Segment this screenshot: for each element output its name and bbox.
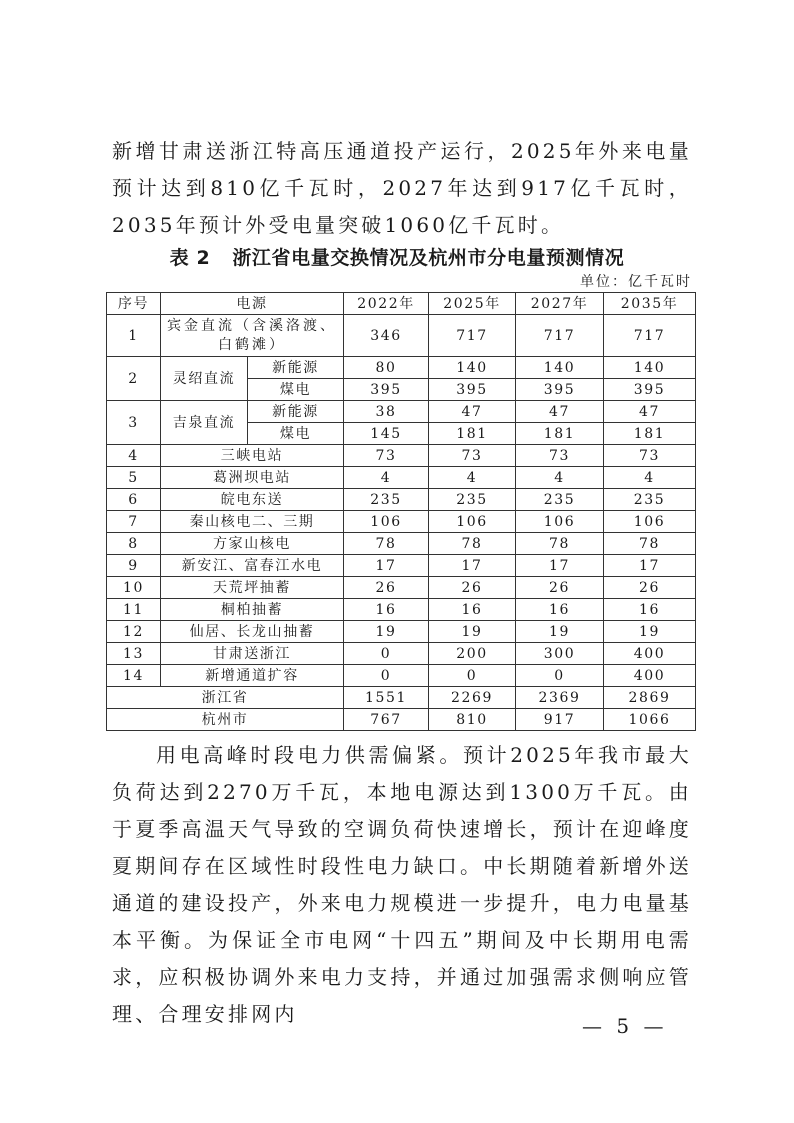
total-label: 浙江省 bbox=[107, 687, 344, 709]
cell-2035: 73 bbox=[604, 445, 696, 467]
row-no: 9 bbox=[107, 555, 161, 577]
row-no: 2 bbox=[107, 357, 161, 401]
cell-2025: 73 bbox=[429, 445, 516, 467]
cell-2025: 200 bbox=[429, 643, 516, 665]
total-2025: 2269 bbox=[429, 687, 516, 709]
cell-2035: 106 bbox=[604, 511, 696, 533]
cell-2027: 26 bbox=[516, 577, 604, 599]
row-no: 6 bbox=[107, 489, 161, 511]
cell-2022: 26 bbox=[344, 577, 429, 599]
table-row bbox=[107, 445, 696, 467]
cell-2027: 106 bbox=[516, 511, 604, 533]
row-subsource: 新能源 bbox=[248, 357, 344, 379]
row-no: 14 bbox=[107, 665, 161, 687]
power-exchange-table bbox=[106, 292, 696, 731]
cell-2025: 19 bbox=[429, 621, 516, 643]
cell-2027: 395 bbox=[516, 379, 604, 401]
cell-2025: 4 bbox=[429, 467, 516, 489]
cell-2022: 0 bbox=[344, 665, 429, 687]
header-2025: 2025年 bbox=[429, 293, 516, 315]
row-no: 11 bbox=[107, 599, 161, 621]
cell-2022: 80 bbox=[344, 357, 429, 379]
table-title bbox=[0, 243, 794, 270]
cell-2027: 181 bbox=[516, 423, 604, 445]
row-source: 灵绍直流 bbox=[161, 357, 248, 401]
cell-2035: 400 bbox=[604, 643, 696, 665]
cell-2022: 106 bbox=[344, 511, 429, 533]
cell-2027: 78 bbox=[516, 533, 604, 555]
table-row bbox=[107, 489, 696, 511]
header-no: 序号 bbox=[107, 293, 161, 315]
table-title-text: 浙江省电量交换情况及杭州市分电量预测情况 bbox=[232, 247, 625, 269]
total-label: 杭州市 bbox=[107, 709, 344, 731]
table-row bbox=[107, 511, 696, 533]
cell-2035: 395 bbox=[604, 379, 696, 401]
row-no: 13 bbox=[107, 643, 161, 665]
row-source: 葛洲坝电站 bbox=[161, 467, 344, 489]
cell-2027: 0 bbox=[516, 665, 604, 687]
table-row bbox=[107, 665, 696, 687]
cell-2035: 235 bbox=[604, 489, 696, 511]
cell-2025: 395 bbox=[429, 379, 516, 401]
cell-2035: 140 bbox=[604, 357, 696, 379]
cell-2027: 717 bbox=[516, 315, 604, 357]
total-2027: 917 bbox=[516, 709, 604, 731]
cell-2022: 16 bbox=[344, 599, 429, 621]
total-2035: 2869 bbox=[604, 687, 696, 709]
cell-2035: 47 bbox=[604, 401, 696, 423]
page-number: — 5 — bbox=[582, 1014, 668, 1038]
cell-2035: 17 bbox=[604, 555, 696, 577]
total-2027: 2369 bbox=[516, 687, 604, 709]
cell-2035: 16 bbox=[604, 599, 696, 621]
row-subsource: 新能源 bbox=[248, 401, 344, 423]
cell-2035: 19 bbox=[604, 621, 696, 643]
total-2025: 810 bbox=[429, 709, 516, 731]
table-row bbox=[107, 467, 696, 489]
cell-2025: 26 bbox=[429, 577, 516, 599]
cell-2025: 0 bbox=[429, 665, 516, 687]
row-source: 新安江、富春江水电 bbox=[161, 555, 344, 577]
body-paragraph: 用电高峰时段电力供需偏紧。预计2025年我市最大负荷达到2270万千瓦，本地电源达到1300万千瓦。由于夏季高温天气导致的空调负荷快速增长，预计在迎峰度夏期间存在区域性时段性电力缺口。中长期随着新增外送通道的建设投产，外来电力规模进一步提升，电力电量基本平衡。为保证全市电网“十四五”期间及中长期用电需求，应积极协调外来电力支持，并通过加强需求侧响应管理、合理安排网内 bbox=[112, 743, 692, 1026]
cell-2025: 140 bbox=[429, 357, 516, 379]
row-source: 宾金直流（含溪洛渡、白鹤滩） bbox=[161, 315, 344, 357]
cell-2022: 235 bbox=[344, 489, 429, 511]
cell-2022: 78 bbox=[344, 533, 429, 555]
header-source: 电源 bbox=[161, 293, 344, 315]
row-no: 5 bbox=[107, 467, 161, 489]
table-row bbox=[107, 401, 696, 423]
table-row bbox=[107, 599, 696, 621]
cell-2025: 181 bbox=[429, 423, 516, 445]
cell-2025: 717 bbox=[429, 315, 516, 357]
cell-2022: 4 bbox=[344, 467, 429, 489]
cell-2027: 47 bbox=[516, 401, 604, 423]
table-row bbox=[107, 315, 696, 357]
cell-2035: 78 bbox=[604, 533, 696, 555]
intro-paragraph: 新增甘肃送浙江特高压通道投产运行，2025年外来电量预计达到810亿千瓦时，2027年达到917亿千瓦时，2035年预计外受电量突破1060亿千瓦时。 bbox=[112, 139, 692, 237]
cell-2035: 26 bbox=[604, 577, 696, 599]
row-no: 10 bbox=[107, 577, 161, 599]
header-2027: 2027年 bbox=[516, 293, 604, 315]
row-no: 7 bbox=[107, 511, 161, 533]
row-source: 三峡电站 bbox=[161, 445, 344, 467]
total-row bbox=[107, 709, 696, 731]
total-row bbox=[107, 687, 696, 709]
cell-2022: 19 bbox=[344, 621, 429, 643]
cell-2022: 17 bbox=[344, 555, 429, 577]
cell-2022: 0 bbox=[344, 643, 429, 665]
cell-2025: 106 bbox=[429, 511, 516, 533]
cell-2025: 47 bbox=[429, 401, 516, 423]
cell-2025: 16 bbox=[429, 599, 516, 621]
row-source: 天荒坪抽蓄 bbox=[161, 577, 344, 599]
cell-2035: 717 bbox=[604, 315, 696, 357]
cell-2022: 145 bbox=[344, 423, 429, 445]
header-2035: 2035年 bbox=[604, 293, 696, 315]
row-no: 8 bbox=[107, 533, 161, 555]
cell-2027: 235 bbox=[516, 489, 604, 511]
cell-2025: 78 bbox=[429, 533, 516, 555]
cell-2025: 235 bbox=[429, 489, 516, 511]
cell-2022: 38 bbox=[344, 401, 429, 423]
table-row bbox=[107, 533, 696, 555]
cell-2027: 73 bbox=[516, 445, 604, 467]
cell-2027: 16 bbox=[516, 599, 604, 621]
row-no: 1 bbox=[107, 315, 161, 357]
cell-2027: 140 bbox=[516, 357, 604, 379]
row-source: 方家山核电 bbox=[161, 533, 344, 555]
row-source: 吉泉直流 bbox=[161, 401, 248, 445]
row-no: 12 bbox=[107, 621, 161, 643]
total-2035: 1066 bbox=[604, 709, 696, 731]
row-subsource: 煤电 bbox=[248, 379, 344, 401]
table-header-row bbox=[107, 293, 696, 315]
row-source: 甘肃送浙江 bbox=[161, 643, 344, 665]
total-2022: 1551 bbox=[344, 687, 429, 709]
cell-2022: 395 bbox=[344, 379, 429, 401]
row-no: 3 bbox=[107, 401, 161, 445]
cell-2027: 17 bbox=[516, 555, 604, 577]
table-number: 表 2 bbox=[169, 247, 211, 269]
row-source: 新增通道扩容 bbox=[161, 665, 344, 687]
cell-2035: 400 bbox=[604, 665, 696, 687]
row-subsource: 煤电 bbox=[248, 423, 344, 445]
table-row bbox=[107, 357, 696, 379]
cell-2027: 4 bbox=[516, 467, 604, 489]
row-source: 皖电东送 bbox=[161, 489, 344, 511]
header-2022: 2022年 bbox=[344, 293, 429, 315]
table-row bbox=[107, 621, 696, 643]
row-source: 仙居、长龙山抽蓄 bbox=[161, 621, 344, 643]
cell-2027: 19 bbox=[516, 621, 604, 643]
table-unit: 单位：亿千瓦时 bbox=[580, 274, 692, 290]
cell-2035: 181 bbox=[604, 423, 696, 445]
row-source: 桐柏抽蓄 bbox=[161, 599, 344, 621]
cell-2027: 300 bbox=[516, 643, 604, 665]
cell-2022: 73 bbox=[344, 445, 429, 467]
table-row bbox=[107, 643, 696, 665]
cell-2022: 346 bbox=[344, 315, 429, 357]
row-source: 秦山核电二、三期 bbox=[161, 511, 344, 533]
table-row bbox=[107, 577, 696, 599]
cell-2025: 17 bbox=[429, 555, 516, 577]
total-2022: 767 bbox=[344, 709, 429, 731]
table-row bbox=[107, 555, 696, 577]
cell-2035: 4 bbox=[604, 467, 696, 489]
row-no: 4 bbox=[107, 445, 161, 467]
